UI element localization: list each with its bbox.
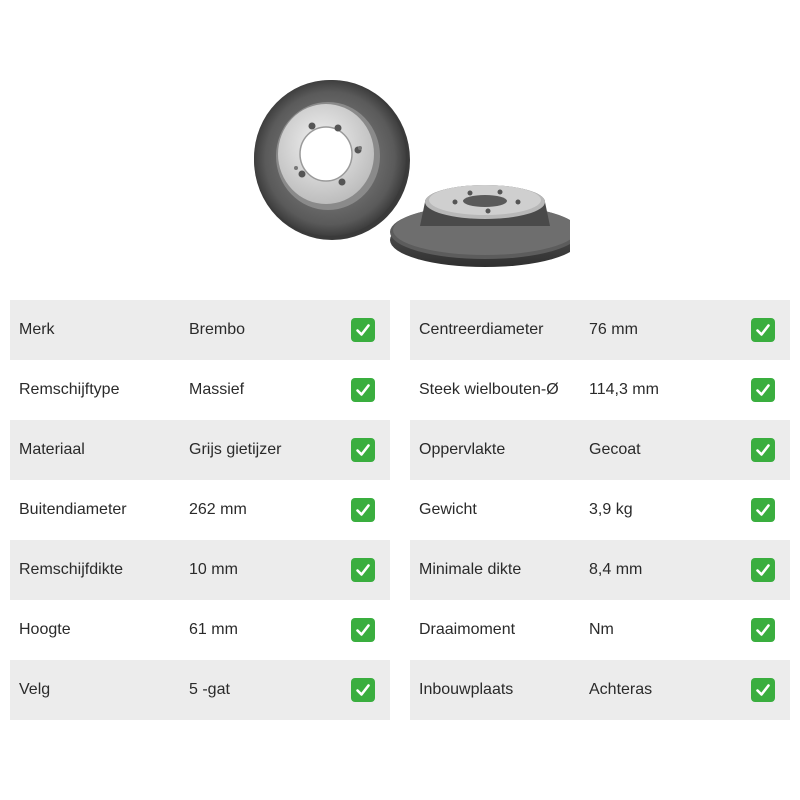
spec-row [10, 360, 390, 420]
check-icon [351, 618, 375, 642]
brake-disc-pair-icon [240, 70, 570, 270]
spec-value: 61 mm [189, 621, 238, 638]
spec-row [10, 300, 390, 360]
spec-label: Draaimoment [419, 621, 516, 638]
spec-row [10, 420, 390, 480]
spec-value: Gecoat [589, 441, 641, 458]
check-icon [351, 558, 375, 582]
check-icon [751, 558, 775, 582]
spec-label: Gewicht [419, 501, 477, 518]
check-icon [751, 498, 775, 522]
spec-row [410, 480, 790, 540]
spec-value: Brembo [189, 321, 246, 338]
brake-disc-image [240, 70, 570, 270]
spec-row [410, 540, 790, 600]
spec-row [10, 600, 390, 660]
spec-label: Buitendiameter [19, 501, 127, 518]
spec-label: Oppervlakte [419, 441, 506, 458]
check-icon [351, 438, 375, 462]
spec-value: Nm [589, 621, 614, 638]
spec-label: Hoogte [19, 621, 71, 638]
spec-label: Remschijfdikte [19, 561, 124, 578]
spec-label: Velg [19, 681, 51, 698]
spec-value: 10 mm [189, 561, 238, 578]
check-icon [351, 678, 375, 702]
spec-row [410, 300, 790, 360]
check-icon [351, 318, 375, 342]
check-icon [751, 618, 775, 642]
spec-label: Steek wielbouten-Ø [419, 381, 559, 398]
spec-value: 3,9 kg [589, 501, 633, 518]
check-icon [751, 318, 775, 342]
spec-value: Massief [189, 381, 245, 398]
check-icon [751, 438, 775, 462]
spec-value: 76 mm [589, 321, 638, 338]
spec-value: 114,3 mm [589, 381, 659, 398]
spec-row [410, 660, 790, 720]
spec-row [410, 600, 790, 660]
spec-label: Inbouwplaats [419, 681, 514, 698]
check-icon [351, 498, 375, 522]
spec-column-left [10, 300, 390, 720]
spec-label: Remschijftype [19, 381, 120, 398]
spec-value: 262 mm [189, 501, 247, 518]
spec-row [410, 360, 790, 420]
spec-value: Achteras [589, 681, 653, 698]
spec-label: Merk [19, 321, 55, 338]
spec-value: 8,4 mm [589, 561, 643, 578]
spec-label: Materiaal [19, 441, 85, 458]
check-icon [751, 378, 775, 402]
spec-value: Grijs gietijzer [189, 441, 282, 458]
brake-disc-front-view [254, 80, 410, 240]
spec-row [10, 480, 390, 540]
spec-row [10, 660, 390, 720]
spec-value: 5 -gat [189, 681, 230, 698]
spec-row [410, 420, 790, 480]
spec-row [10, 540, 390, 600]
check-icon [751, 678, 775, 702]
check-icon [351, 378, 375, 402]
spec-column-right [410, 300, 790, 720]
spec-label: Centreerdiameter [419, 321, 544, 338]
spec-label: Minimale dikte [419, 561, 522, 578]
brake-disc-angled-view [390, 185, 570, 267]
